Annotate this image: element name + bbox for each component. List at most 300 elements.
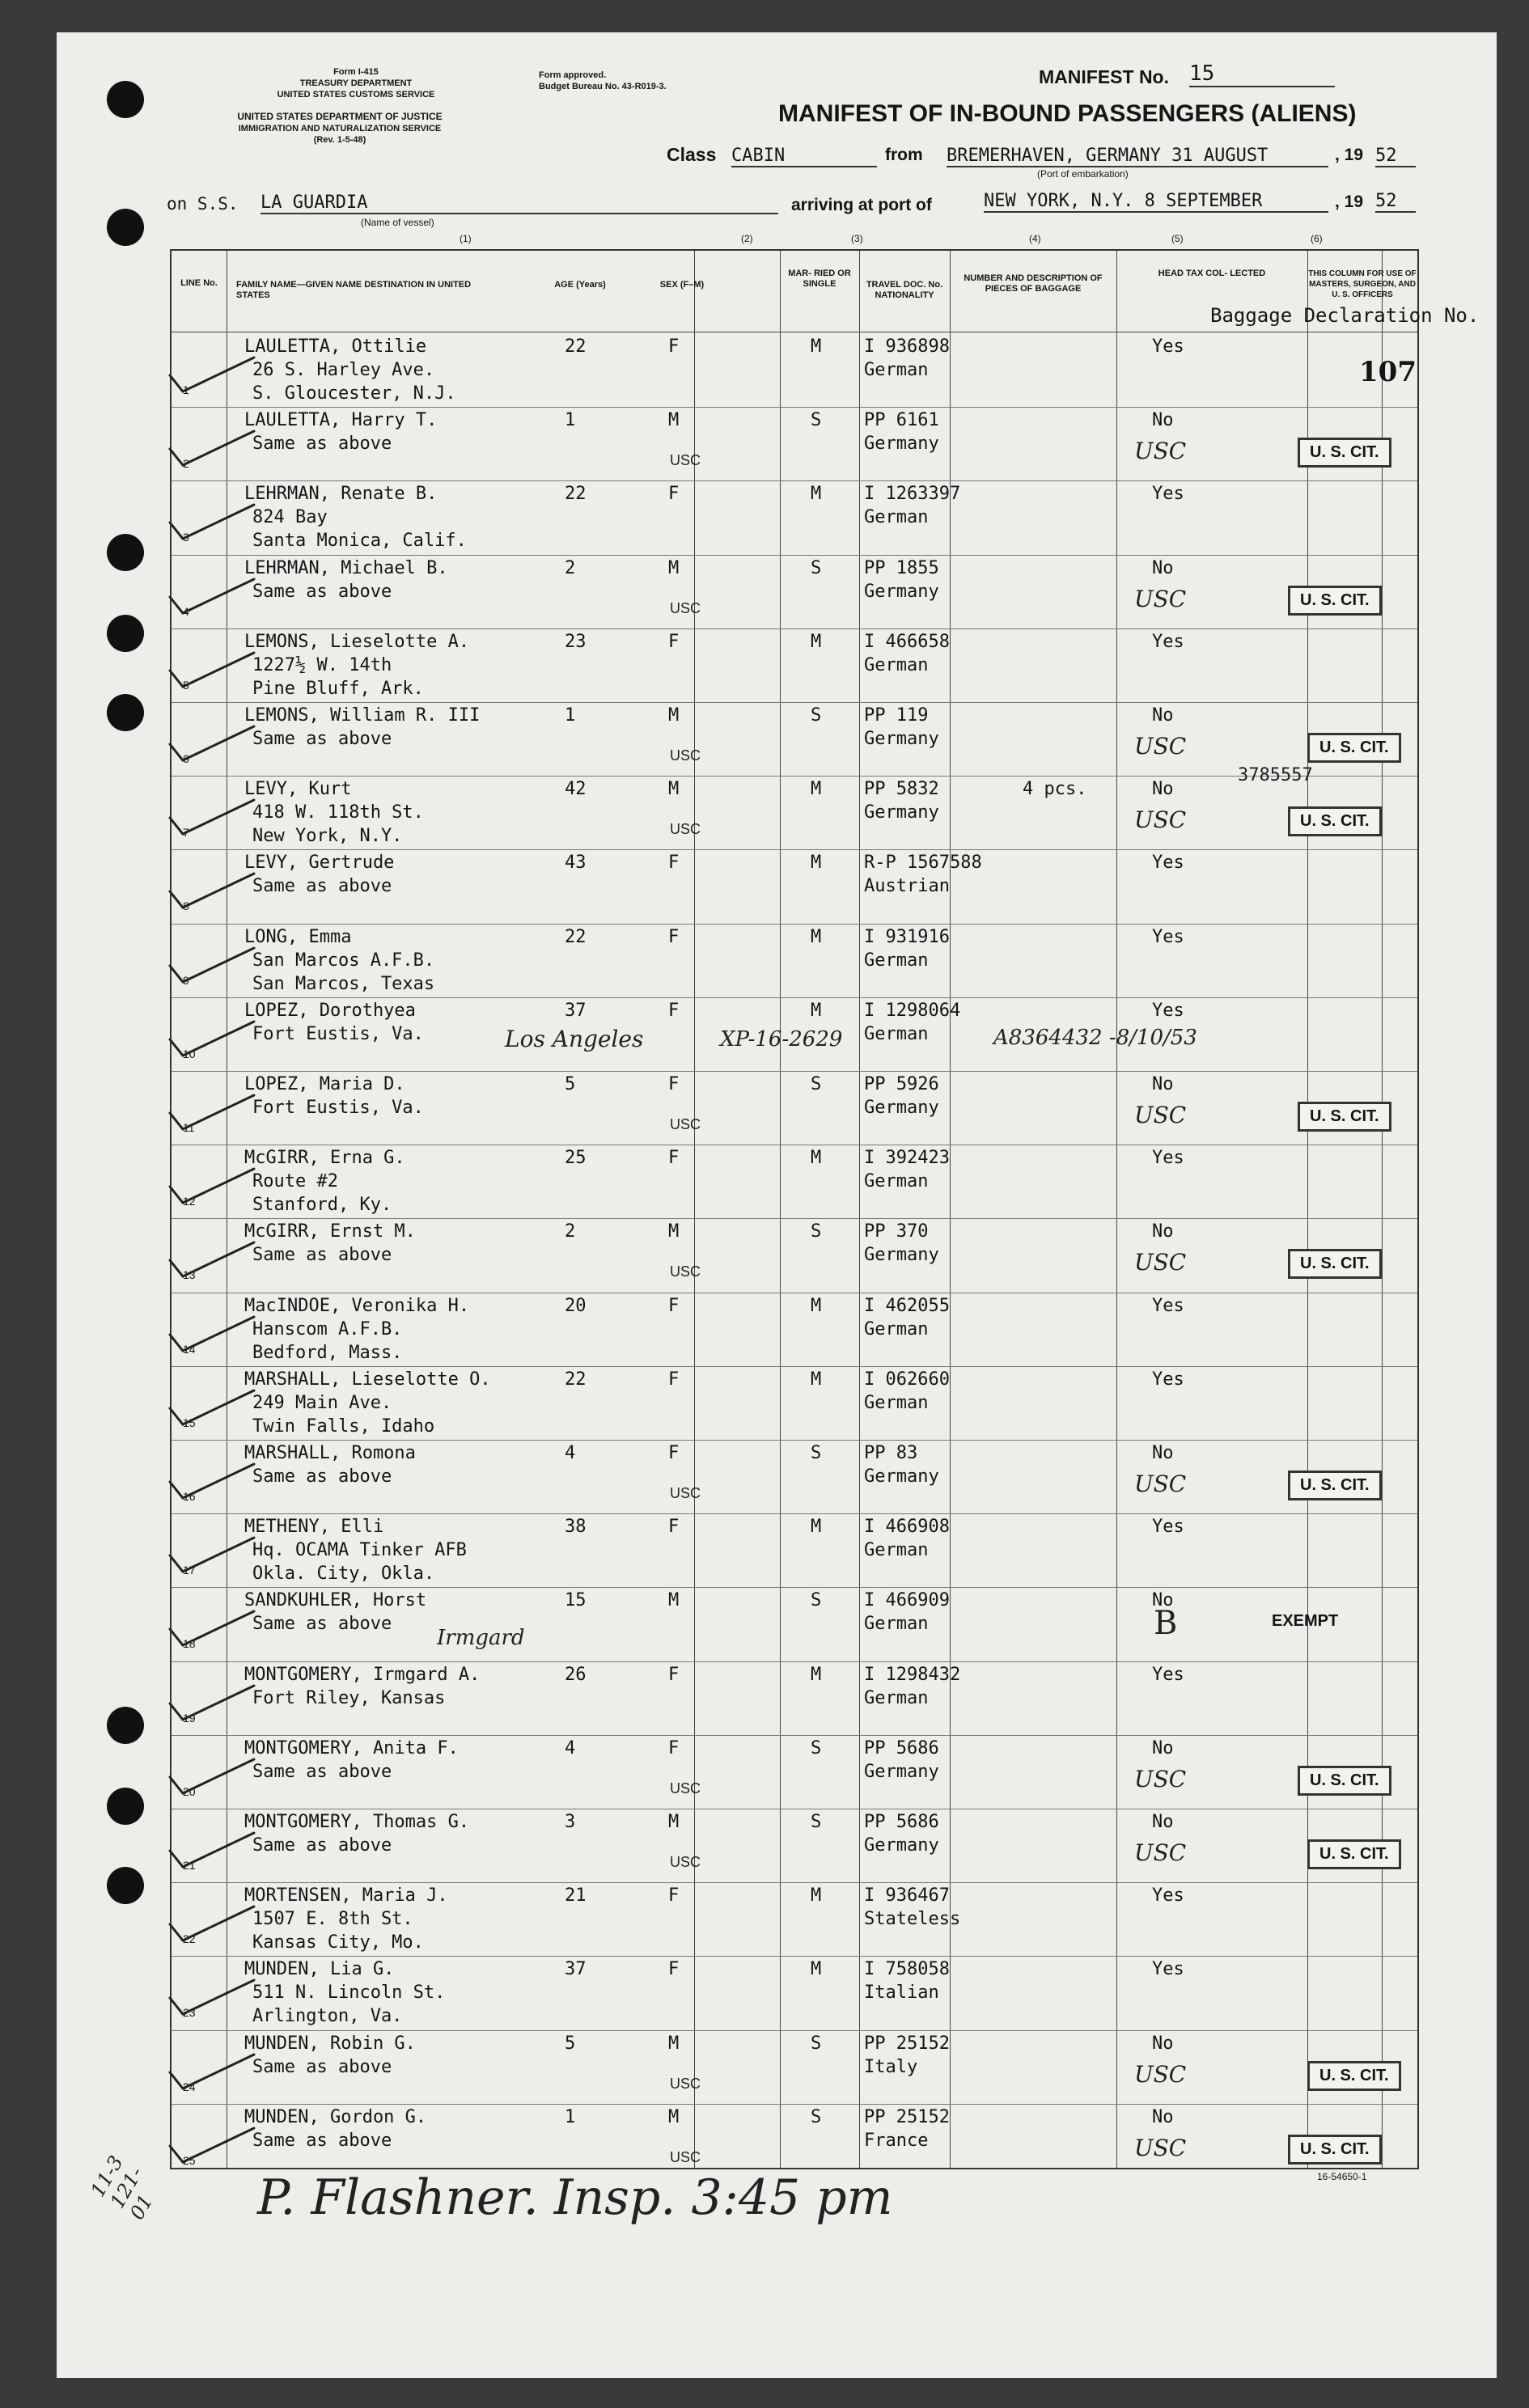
- head-tax: No: [1152, 1812, 1174, 1832]
- passenger-address: Fort Eustis, Va.: [252, 1023, 424, 1044]
- line-number: 3: [183, 531, 189, 544]
- usc-mark: USC: [1134, 1471, 1187, 1497]
- passenger-sex: F: [668, 1885, 680, 1907]
- passenger-address: Fort Riley, Kansas: [252, 1687, 446, 1708]
- nationality: Stateless: [864, 1909, 961, 1930]
- check-mark-icon: [165, 1900, 262, 1949]
- margin-note: 11-3 121-01: [86, 2152, 158, 2224]
- marital-status: M: [811, 1148, 822, 1169]
- check-mark-icon: [165, 720, 262, 768]
- header-age: AGE (Years): [554, 280, 606, 290]
- passenger-address: Same as above: [252, 876, 392, 897]
- marital-status: S: [811, 1737, 822, 1758]
- passenger-address: Arlington, Va.: [252, 2006, 403, 2027]
- usc-sex-mark: USC: [670, 452, 701, 469]
- passenger-address: Hq. OCAMA Tinker AFB: [252, 1540, 467, 1561]
- usc-mark: USC: [1134, 585, 1187, 612]
- passenger-age: 15: [565, 1590, 587, 1611]
- form-approved: Form approved.: [539, 70, 607, 80]
- travel-document: PP 5926: [864, 1074, 939, 1094]
- year-2: 52: [1375, 191, 1416, 213]
- usc-sex-mark: USC: [670, 1780, 701, 1796]
- nationality: German: [864, 1614, 929, 1635]
- check-mark-icon: [165, 1458, 262, 1506]
- line-number: 18: [183, 1637, 196, 1651]
- check-mark-icon: [165, 1753, 262, 1801]
- marital-status: M: [811, 631, 822, 652]
- travel-document: I 936467: [864, 1885, 950, 1907]
- passenger-name: LOPEZ, Maria D.: [244, 1074, 405, 1094]
- passenger-age: 2: [565, 1221, 576, 1242]
- marital-status: S: [811, 557, 822, 578]
- passenger-sex: F: [668, 1959, 680, 1980]
- travel-document: PP 25152: [864, 2033, 950, 2054]
- punch-hole: [107, 209, 144, 246]
- check-mark-icon: [165, 2122, 262, 2170]
- check-mark-icon: [165, 1310, 262, 1359]
- head-tax: Yes: [1152, 1959, 1184, 1980]
- passenger-name: MARSHALL, Romona: [244, 1443, 416, 1463]
- usc-mark: USC: [1134, 806, 1187, 834]
- marital-status: S: [811, 1590, 822, 1611]
- line-number: 24: [183, 2080, 196, 2093]
- passenger-sex: F: [668, 1369, 680, 1390]
- travel-document: I 936898: [864, 336, 950, 357]
- us-citizen-stamp: U. S. CIT.: [1288, 2135, 1382, 2165]
- passenger-age: 4: [565, 1443, 576, 1463]
- usc-mark: USC: [1134, 2060, 1187, 2088]
- port-embarkation-caption: (Port of embarkation): [1037, 168, 1129, 180]
- nationality: German: [864, 507, 929, 528]
- check-mark-icon: [165, 1089, 262, 1137]
- passenger-address: Same as above: [252, 434, 392, 455]
- check-mark-icon: [165, 573, 262, 621]
- passenger-address: Same as above: [252, 2056, 392, 2077]
- passenger-sex: M: [668, 1812, 680, 1832]
- class-label: Class: [667, 144, 717, 165]
- from-label: from: [885, 146, 923, 164]
- col-num-5: (5): [1171, 233, 1184, 244]
- passenger-name: LEVY, Kurt: [244, 779, 352, 800]
- header-name: FAMILY NAME—GIVEN NAME DESTINATION IN UNITED STATES: [236, 280, 472, 300]
- line-number: 25: [183, 2153, 196, 2167]
- handwritten-city: Los Angeles: [505, 1026, 644, 1052]
- travel-document: I 1298432: [864, 1664, 961, 1685]
- usc-sex-mark: USC: [670, 1116, 701, 1132]
- travel-document: PP 6161: [864, 410, 939, 431]
- nationality: Italy: [864, 2056, 918, 2077]
- passenger-address: Same as above: [252, 1245, 392, 1266]
- head-tax: Yes: [1152, 1148, 1184, 1169]
- nationality: German: [864, 360, 929, 380]
- passenger-name: SANDKUHLER, Horst: [244, 1590, 427, 1611]
- line-number: 22: [183, 1932, 196, 1946]
- head-tax: No: [1152, 705, 1174, 726]
- passenger-address: S. Gloucester, N.J.: [252, 383, 456, 404]
- nationality: German: [864, 1171, 929, 1192]
- passenger-name: McGIRR, Ernst M.: [244, 1221, 416, 1242]
- travel-document: I 758058: [864, 1959, 950, 1980]
- passenger-address: Same as above: [252, 1614, 392, 1635]
- passenger-age: 1: [565, 2106, 576, 2127]
- travel-document: PP 119: [864, 705, 929, 726]
- passenger-address: Santa Monica, Calif.: [252, 531, 467, 552]
- nationality: Italian: [864, 1983, 939, 2004]
- passenger-name: MONTGOMERY, Thomas G.: [244, 1812, 470, 1832]
- manifest-title: MANIFEST OF IN-BOUND PASSENGERS (ALIENS): [778, 100, 1357, 127]
- passenger-name: MORTENSEN, Maria J.: [244, 1885, 448, 1907]
- line-number: 11: [183, 1121, 195, 1134]
- check-mark-icon: [165, 1162, 262, 1211]
- travel-document: PP 5686: [864, 1812, 939, 1832]
- budget-bureau: Budget Bureau No. 43-R019-3.: [539, 82, 667, 91]
- passenger-age: 22: [565, 1369, 587, 1390]
- passenger-age: 38: [565, 1517, 587, 1538]
- passenger-address: Same as above: [252, 581, 392, 602]
- passenger-address: Pine Bluff, Ark.: [252, 678, 424, 699]
- passenger-name: MUNDEN, Lia G.: [244, 1959, 395, 1980]
- passenger-sex: F: [668, 1443, 680, 1463]
- travel-document: PP 1855: [864, 557, 939, 578]
- check-mark-icon: [165, 646, 262, 695]
- handwritten-correction: Irmgard: [437, 1626, 525, 1650]
- marital-status: M: [811, 1295, 822, 1316]
- head-tax: Yes: [1152, 853, 1184, 874]
- travel-document: PP 5686: [864, 1737, 939, 1758]
- marital-status: M: [811, 484, 822, 505]
- nationality: France: [864, 2130, 929, 2151]
- punch-hole: [107, 534, 144, 571]
- passenger-age: 23: [565, 631, 587, 652]
- head-tax: Yes: [1152, 1000, 1184, 1021]
- passenger-age: 37: [565, 1959, 587, 1980]
- manifest-no-label: MANIFEST No.: [1039, 66, 1169, 87]
- marital-status: M: [811, 1959, 822, 1980]
- passenger-sex: F: [668, 1737, 680, 1758]
- passenger-address: 824 Bay: [252, 507, 328, 528]
- col-num-6: (6): [1311, 233, 1323, 244]
- passenger-sex: M: [668, 557, 680, 578]
- line-number: 14: [183, 1342, 196, 1356]
- passenger-name: MUNDEN, Gordon G.: [244, 2106, 427, 2127]
- check-mark-icon: [165, 793, 262, 842]
- passenger-name: MacINDOE, Veronika H.: [244, 1295, 470, 1316]
- passenger-sex: F: [668, 926, 680, 947]
- marital-status: M: [811, 926, 822, 947]
- arrival-port: NEW YORK, N.Y. 8 SEPTEMBER: [984, 191, 1328, 213]
- passenger-address: Bedford, Mass.: [252, 1342, 403, 1363]
- head-tax: No: [1152, 1737, 1174, 1758]
- line-number: 2: [183, 457, 189, 471]
- passenger-age: 2: [565, 557, 576, 578]
- passenger-address: Okla. City, Okla.: [252, 1564, 435, 1585]
- year-prefix: , 19: [1335, 146, 1364, 164]
- passenger-name: LEMONS, William R. III: [244, 705, 481, 726]
- col-num-1: (1): [460, 233, 472, 244]
- usc-sex-mark: USC: [670, 1263, 701, 1280]
- nationality: Germany: [864, 729, 939, 749]
- us-citizen-stamp: U. S. CIT.: [1307, 733, 1401, 763]
- passenger-age: 22: [565, 336, 587, 357]
- col-num-2: (2): [741, 233, 753, 244]
- form-print-code: 16-54650-1: [1317, 2171, 1367, 2182]
- nationality: Austrian: [864, 876, 950, 897]
- nationality: Germany: [864, 581, 939, 602]
- usc-mark: USC: [1134, 1839, 1187, 1866]
- line-number: 1: [183, 383, 189, 396]
- form-revision: (Rev. 1-5-48): [313, 135, 366, 145]
- travel-document: I 462055: [864, 1295, 950, 1316]
- usc-sex-mark: USC: [670, 747, 701, 764]
- marital-status: M: [811, 1517, 822, 1538]
- punch-hole: [107, 1707, 144, 1744]
- usc-mark: USC: [1134, 1765, 1187, 1792]
- check-mark-icon: [165, 351, 262, 400]
- nationality: German: [864, 1687, 929, 1708]
- col-num-3: (3): [851, 233, 863, 244]
- us-citizen-stamp: U. S. CIT.: [1288, 806, 1382, 836]
- marital-status: M: [811, 853, 822, 874]
- check-mark-icon: [165, 1605, 262, 1653]
- us-citizen-stamp: U. S. CIT.: [1288, 586, 1382, 616]
- passenger-sex: M: [668, 2033, 680, 2054]
- passenger-address: Same as above: [252, 1466, 392, 1487]
- nationality: German: [864, 1318, 929, 1339]
- head-tax: No: [1152, 410, 1174, 431]
- passenger-age: 21: [565, 1885, 587, 1907]
- head-tax: No: [1152, 2033, 1174, 2054]
- passenger-sex: M: [668, 705, 680, 726]
- nationality: Germany: [864, 1245, 939, 1266]
- passenger-address: Fort Eustis, Va.: [252, 1098, 424, 1118]
- travel-document: I 466909: [864, 1590, 950, 1611]
- check-mark-icon: [165, 425, 262, 473]
- head-tax: Yes: [1152, 926, 1184, 947]
- line-number: 13: [183, 1268, 196, 1282]
- head-tax: No: [1152, 1074, 1174, 1094]
- vessel-caption: (Name of vessel): [361, 217, 434, 228]
- us-citizen-stamp: U. S. CIT.: [1307, 2061, 1401, 2091]
- line-number: 5: [183, 678, 189, 692]
- marital-status: M: [811, 1000, 822, 1021]
- us-citizen-stamp: U. S. CIT.: [1298, 1102, 1391, 1132]
- passenger-age: 1: [565, 410, 576, 431]
- passenger-age: 3: [565, 1812, 576, 1832]
- passenger-age: 20: [565, 1295, 587, 1316]
- travel-document: I 931916: [864, 926, 950, 947]
- passenger-sex: F: [668, 1074, 680, 1094]
- justice-dept: UNITED STATES DEPARTMENT OF JUSTICE: [237, 111, 443, 122]
- marital-status: M: [811, 336, 822, 357]
- check-mark-icon: [165, 1384, 262, 1433]
- passenger-address: 1507 E. 8th St.: [252, 1909, 413, 1930]
- check-mark-icon: [165, 1974, 262, 2022]
- nationality: Germany: [864, 1098, 939, 1118]
- passenger-address: Same as above: [252, 2130, 392, 2151]
- header-use: THIS COLUMN FOR USE OF MASTERS, SURGEON, AND U. S. OFFICERS: [1308, 269, 1417, 299]
- passenger-address: Same as above: [252, 1835, 392, 1856]
- marital-status: S: [811, 2106, 822, 2127]
- passenger-address: Same as above: [252, 1761, 392, 1782]
- line-number: 8: [183, 899, 189, 913]
- baggage-declaration-label: Baggage Declaration No.: [1210, 304, 1480, 327]
- line-number: 17: [183, 1564, 196, 1577]
- customs-service: UNITED STATES CUSTOMS SERVICE: [277, 90, 435, 99]
- usc-sex-mark: USC: [670, 821, 701, 838]
- punch-hole: [107, 1867, 144, 1904]
- passenger-name: MONTGOMERY, Irmgard A.: [244, 1664, 481, 1685]
- passenger-address: 418 W. 118th St.: [252, 802, 424, 823]
- passenger-sex: F: [668, 484, 680, 505]
- head-tax: Yes: [1152, 1517, 1184, 1538]
- year-1: 52: [1375, 146, 1416, 167]
- travel-document: PP 370: [864, 1221, 929, 1242]
- handwritten-number: 3785557: [1238, 765, 1313, 785]
- passenger-name: METHENY, Elli: [244, 1517, 384, 1538]
- nationality: Germany: [864, 1835, 939, 1856]
- col-num-4: (4): [1029, 233, 1041, 244]
- marital-status: M: [811, 779, 822, 800]
- check-mark-icon: [165, 867, 262, 916]
- check-mark-icon: [165, 2048, 262, 2097]
- ins-service: IMMIGRATION AND NATURALIZATION SERVICE: [238, 124, 442, 133]
- header-married: MAR- RIED OR SINGLE: [788, 269, 851, 289]
- travel-document: I 466658: [864, 631, 950, 652]
- passenger-name: LAULETTA, Harry T.: [244, 410, 438, 431]
- travel-document: PP 83: [864, 1443, 918, 1463]
- passenger-name: LEVY, Gertrude: [244, 853, 395, 874]
- passenger-name: McGIRR, Erna G.: [244, 1148, 405, 1169]
- passenger-name: LEMONS, Lieselotte A.: [244, 631, 470, 652]
- passenger-name: LEHRMAN, Michael B.: [244, 557, 448, 578]
- nationality: Germany: [864, 1466, 939, 1487]
- nationality: German: [864, 1392, 929, 1413]
- passenger-name: MONTGOMERY, Anita F.: [244, 1737, 459, 1758]
- on-ss-label: on S.S.: [167, 194, 239, 214]
- us-citizen-stamp: U. S. CIT.: [1288, 1249, 1382, 1279]
- passenger-sex: F: [668, 1000, 680, 1021]
- marital-status: S: [811, 1812, 822, 1832]
- passenger-address: Same as above: [252, 729, 392, 749]
- head-tax: No: [1152, 779, 1174, 800]
- line-number: 20: [183, 1784, 196, 1798]
- passenger-sex: F: [668, 631, 680, 652]
- travel-document: PP 5832: [864, 779, 939, 800]
- usc-mark: USC: [1134, 1249, 1187, 1276]
- passenger-age: 5: [565, 1074, 576, 1094]
- marital-status: S: [811, 1443, 822, 1463]
- header-baggage: NUMBER AND DESCRIPTION OF PIECES OF BAGGAGE: [964, 273, 1103, 294]
- usc-sex-mark: USC: [670, 2148, 701, 2165]
- marital-status: S: [811, 705, 822, 726]
- travel-document: I 466908: [864, 1517, 950, 1538]
- header-headtax: HEAD TAX COL- LECTED: [1158, 269, 1266, 278]
- head-tax: Yes: [1152, 1369, 1184, 1390]
- punch-hole: [107, 615, 144, 652]
- punch-hole: [107, 81, 144, 118]
- punch-hole: [107, 694, 144, 731]
- passenger-name: LAULETTA, Ottilie: [244, 336, 427, 357]
- line-number: 9: [183, 973, 189, 987]
- marital-status: S: [811, 410, 822, 431]
- passenger-sex: F: [668, 1517, 680, 1538]
- passenger-age: 26: [565, 1664, 587, 1685]
- punch-hole: [107, 1788, 144, 1825]
- us-citizen-stamp: U. S. CIT.: [1298, 1766, 1391, 1796]
- baggage-declaration-number: 107: [1359, 356, 1417, 388]
- passenger-age: 25: [565, 1148, 587, 1169]
- form-number: Form I-415: [333, 67, 379, 77]
- head-tax: No: [1152, 1590, 1174, 1611]
- usc-mark: USC: [1134, 2134, 1187, 2161]
- travel-document: PP 25152: [864, 2106, 950, 2127]
- header-line-no: LINE No.: [180, 278, 218, 288]
- passenger-sex: M: [668, 1590, 680, 1611]
- nationality: Germany: [864, 1761, 939, 1782]
- marital-status: S: [811, 1074, 822, 1094]
- line-number: 7: [183, 826, 189, 840]
- passenger-sex: F: [668, 336, 680, 357]
- passenger-table: [170, 249, 1419, 2169]
- passenger-address: 511 N. Lincoln St.: [252, 1983, 446, 2004]
- from-value: BREMERHAVEN, GERMANY 31 AUGUST: [947, 146, 1328, 167]
- check-mark-icon: [165, 498, 262, 547]
- check-mark-icon: [165, 1015, 262, 1064]
- passenger-age: 22: [565, 484, 587, 505]
- travel-document: I 062660: [864, 1369, 950, 1390]
- passenger-name: MUNDEN, Robin G.: [244, 2033, 416, 2054]
- passenger-sex: M: [668, 410, 680, 431]
- passenger-sex: M: [668, 779, 680, 800]
- vessel-name: LA GUARDIA: [260, 193, 778, 214]
- check-mark-icon: [165, 1826, 262, 1875]
- passenger-name: LEHRMAN, Renate B.: [244, 484, 438, 505]
- handwritten-reference: A8364432 -8/10/53: [993, 1026, 1197, 1050]
- passenger-sex: F: [668, 853, 680, 874]
- head-tax: Yes: [1152, 631, 1184, 652]
- head-tax: No: [1152, 557, 1174, 578]
- nationality: German: [864, 1540, 929, 1561]
- passenger-address: Stanford, Ky.: [252, 1195, 392, 1216]
- handwritten-doc: XP-16-2629: [720, 1027, 843, 1052]
- line-number: 12: [183, 1195, 196, 1208]
- head-tax: No: [1152, 1221, 1174, 1242]
- arriving-label: arriving at port of: [791, 196, 932, 214]
- passenger-address: San Marcos A.F.B.: [252, 950, 435, 971]
- usc-sex-mark: USC: [670, 1485, 701, 1501]
- passenger-address: Route #2: [252, 1171, 338, 1192]
- nationality: German: [864, 654, 929, 675]
- passenger-address: 249 Main Ave.: [252, 1392, 392, 1413]
- travel-document: I 392423: [864, 1148, 950, 1169]
- us-citizen-stamp: U. S. CIT.: [1298, 438, 1391, 468]
- head-tax-mark: B: [1154, 1605, 1178, 1643]
- header-sex: SEX (F–M): [659, 280, 705, 290]
- us-citizen-stamp: U. S. CIT.: [1307, 1839, 1401, 1869]
- passenger-age: 1: [565, 705, 576, 726]
- head-tax: No: [1152, 2106, 1174, 2127]
- passenger-age: 43: [565, 853, 587, 874]
- check-mark-icon: [165, 1679, 262, 1728]
- baggage-count: 4 pcs.: [1023, 779, 1087, 800]
- nationality: Germany: [864, 802, 939, 823]
- marital-status: M: [811, 1369, 822, 1390]
- check-mark-icon: [165, 1531, 262, 1580]
- travel-document: I 1263397: [864, 484, 961, 505]
- usc-mark: USC: [1134, 438, 1187, 465]
- marital-status: S: [811, 2033, 822, 2054]
- line-number: 23: [183, 2006, 196, 2020]
